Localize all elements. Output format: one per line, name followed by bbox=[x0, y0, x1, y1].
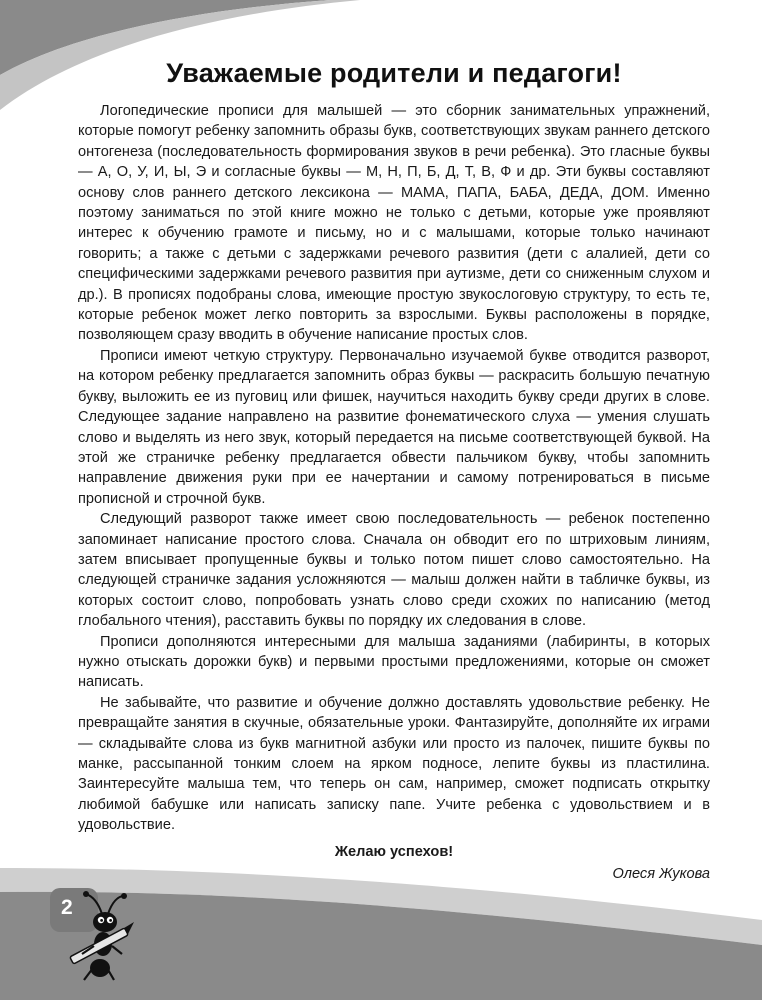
paragraph-structure: Прописи имеют четкую структуру. Первоначально изучаемой букве отводится разворот, на котором ребенку предлагается запомнить образ буквы — раскрасить большую печатную букву, выложить ее из пуговиц или фишек, научиться находить букву среди других в слове. Следующее задание направлено на развитие фонематического слуха — умения слушать слово и выделять из него звук, который передается на письме соответствующей буквой. На этой же страничке ребенку предлагается обвести пальчиком букву, чтобы запомнить направление движения руки при ее начертании и самому потренироваться в письме прописной и строчной букв. bbox=[78, 347, 710, 507]
paragraph-advice: Не забывайте, что развитие и обучение должно доставлять удовольствие ребенку. Не превращайте занятия в скучные, обязательные уроки. Фантазируйте, дополняйте их играми — складывайте слова из букв магнитной азбуки или просто из палочек, пишите буквы по манке, рассыпанной тонким слоем на ярком подносе, лепите буквы из пластилина. Заинтересуйте малыша тем, что теперь он сам, например, сможет подписать открытку любимой бабушке или написать записку папе. Учите ребенка с удовольствием и в удовольствие. bbox=[78, 694, 710, 834]
paragraph-spread: Следующий разворот также имеет свою последовательность — ребенок постепенно запоминает написание простого слова. Сначала он обводит его по штриховым линиям, затем вписывает пропущенные буквы и только потом пишет слово самостоятельно. На следующей страничке задания усложняются — малыш должен найти в табличке буквы, из которых состоит слово, попробовать узнать слово среди схожих по написанию (метод глобального чтения), расставить буквы по порядку их следования в слове. bbox=[78, 511, 710, 630]
paragraph-tasks: Прописи дополняются интересными для малыша заданиями (лабиринты, в которых нужно отыскать дорожки букв) и первыми простыми предложениями, которые он сможет написать. bbox=[78, 633, 710, 691]
author-signature: Олеся Жукова bbox=[612, 865, 710, 882]
page-number: 2 bbox=[61, 896, 73, 919]
closing-wish: Желаю успехов! bbox=[334, 843, 454, 860]
page-title: Уважаемые родители и педагоги! bbox=[166, 58, 622, 88]
ant-with-pencil-icon bbox=[58, 888, 148, 984]
document-body bbox=[78, 58, 710, 884]
paragraph-intro: Логопедические прописи для малышей — это сборник занимательных упражнений, которые помогут ребенку запомнить образы букв, соответствующих звукам раннего детского онтогенеза (последовательность формирования звуков в речи ребенка). Это гласные буквы — А, О, У, И, Ы, Э и согласные буквы — М, Н, П, Б, Д, Т, В, Ф и др. Эти буквы составляют основу слов раннего детского лексикона — МАМА, ПАПА, БАБА, ДЕДА, ДОМ. Именно поэтому заниматься по этой книге можно не только с детьми, которые уже проявляют интерес к обучению грамоте и письму, но и с малышами, которые только начинают говорить; а также с детьми с задержками речевого развития (дети с алалией, дети со специфическими задержками речевого развития при аутизме, дети со сниженным слухом и др.). В прописях подобраны слова, имеющие простую звукослоговую структуру, то есть те, которые ребенок может легко повторить за взрослыми. Буквы расположены в порядке, позволяющем сразу вводить в обучение написание простых слов. bbox=[78, 103, 710, 344]
